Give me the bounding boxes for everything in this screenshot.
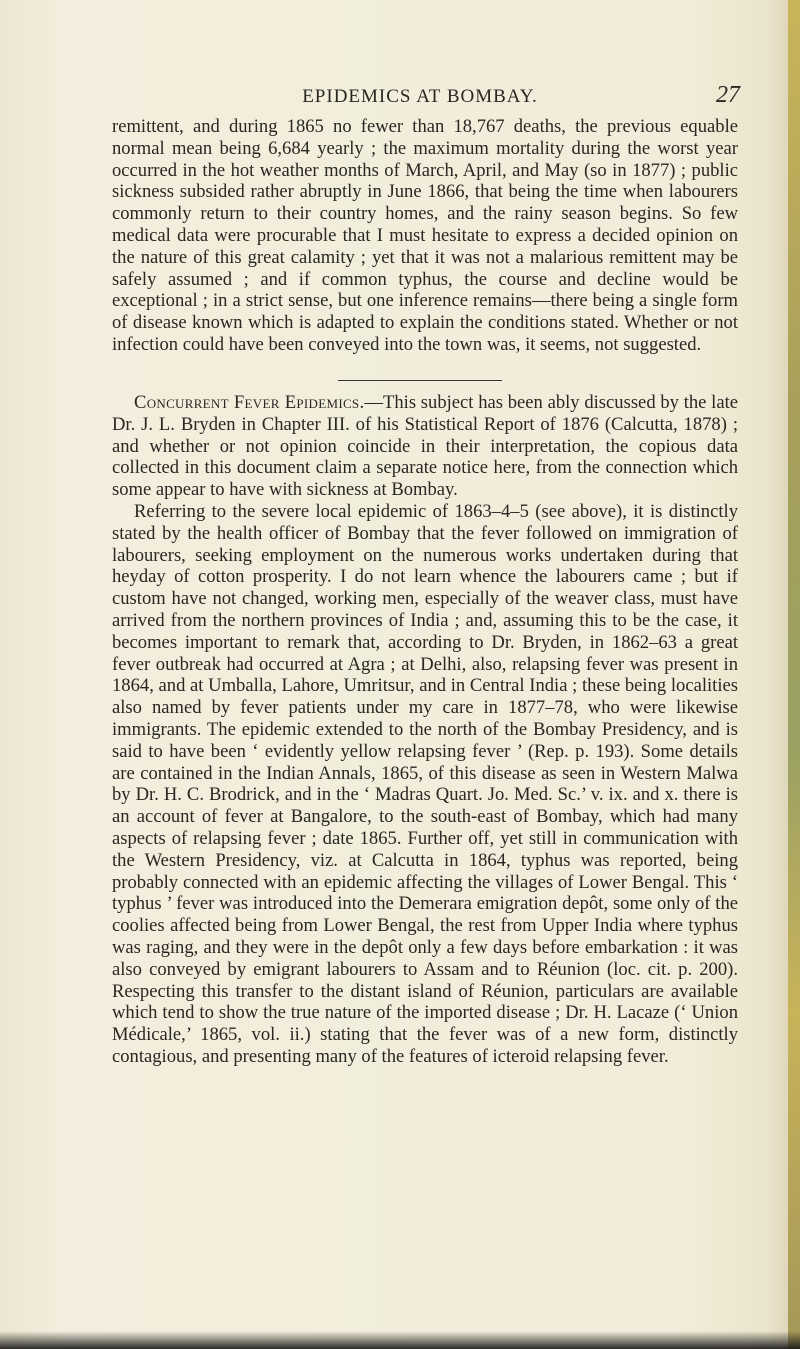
page-number: 27 xyxy=(716,82,740,108)
page-edge xyxy=(788,0,800,1349)
section-concurrent-fever xyxy=(112,392,738,1068)
page-header xyxy=(100,82,740,112)
section-paragraph-1-text: —This subject has been ably discussed by the late Dr. J. L. Bryden in Chapter III. of his Statistical Report of 1876 (Calcutta, 1878) ; and whether or not opinion coincide in their interpretation, the copious data collected in this document claim a separate notice here, from the connection which some appear to have with sickness at Bombay. xyxy=(112,392,738,501)
section-heading: Concurrent Fever Epidemics. xyxy=(134,392,365,413)
section-paragraph-1 xyxy=(112,392,738,501)
paragraph: remittent, and during 1865 no fewer than 18,767 deaths, the previous equable normal mean being 6,684 yearly ; the maximum mortality during the worst year occurred in the hot weather months of March, April, and May (so in 1877) ; public sickness subsided rather abruptly in June 1866, that being the time when labourers commonly return to their country homes, and the rainy season begins. So few medical data were procurable that I must hesitate to express a decided opinion on the nature of this great calamity ; yet that it was not a malarious remittent may be safely assumed ; and if common typhus, the course and decline would be exceptional ; in a strict sense, but one inference remains—there being a single form of disease known which is adapted to explain the conditions stated. Whether or not infection could have been conveyed into the town was, it seems, not suggested. xyxy=(112,116,738,355)
page-bottom-shadow xyxy=(0,1331,800,1349)
opening-paragraph-block xyxy=(112,116,738,356)
section-paragraph-2: Referring to the severe local epidemic of 1863–4–5 (see above), it is distinctly stated by the health officer of Bombay that the fever followed on immigration of labourers, seeking employment on the numerous works undertaken during that heyday of cotton prosperity. I do not learn whence the labourers came ; but if custom have not changed, working men, especially of the weaver class, must have arrived from the northern provinces of India ; and, assuming this to be the case, it becomes important to remark that, according to Dr. Bryden, in 1862–63 a great fever outbreak had occurred at Agra ; at Delhi, also, relapsing fever was present in 1864, and at Umballa, Lahore, Umritsur, and in Central India ; these being localities also named by fever patients under my care in 1877–78, who were likewise immigrants. The epidemic extended to the north of the Bombay Presidency, and is said to have been ‘ evidently yellow relapsing fever ’ (Rep. p. 193). Some details are contained in the Indian Annals, 1865, of this disease as seen in Western Malwa by Dr. H. C. Brodrick, and in the ‘ Madras Quart. Jo. Med. Sc.’ v. ix. and x. there is an account of fever at Bangalore, to the south-east of Bombay, which had many aspects of relapsing fever ; date 1865. Further off, yet still in communication with the Western Presidency, viz. at Calcutta in 1864, typhus was reported, being probably connected with an epidemic affecting the villages of Lower Bengal. This ‘ typhus ’ fever was introduced into the Demerara emigration depôt, some only of the coolies affected being from Lower Bengal, the rest from Upper India where typhus was raging, and they were in the depôt only a few days before embarkation : it was also conveyed by emigrant labourers to Assam and to Réunion (loc. cit. p. 200). Respecting this transfer to the distant island of Réunion, particulars are available which tend to show the true nature of the imported disease ; Dr. H. Lacaze (‘ Union Médicale,’ 1865, vol. ii.) stating that the fever was of a new form, distinctly contagious, and presenting many of the features of icteroid relapsing fever. xyxy=(112,500,738,1067)
running-head: EPIDEMICS AT BOMBAY. xyxy=(302,86,538,107)
section-divider xyxy=(338,380,502,381)
